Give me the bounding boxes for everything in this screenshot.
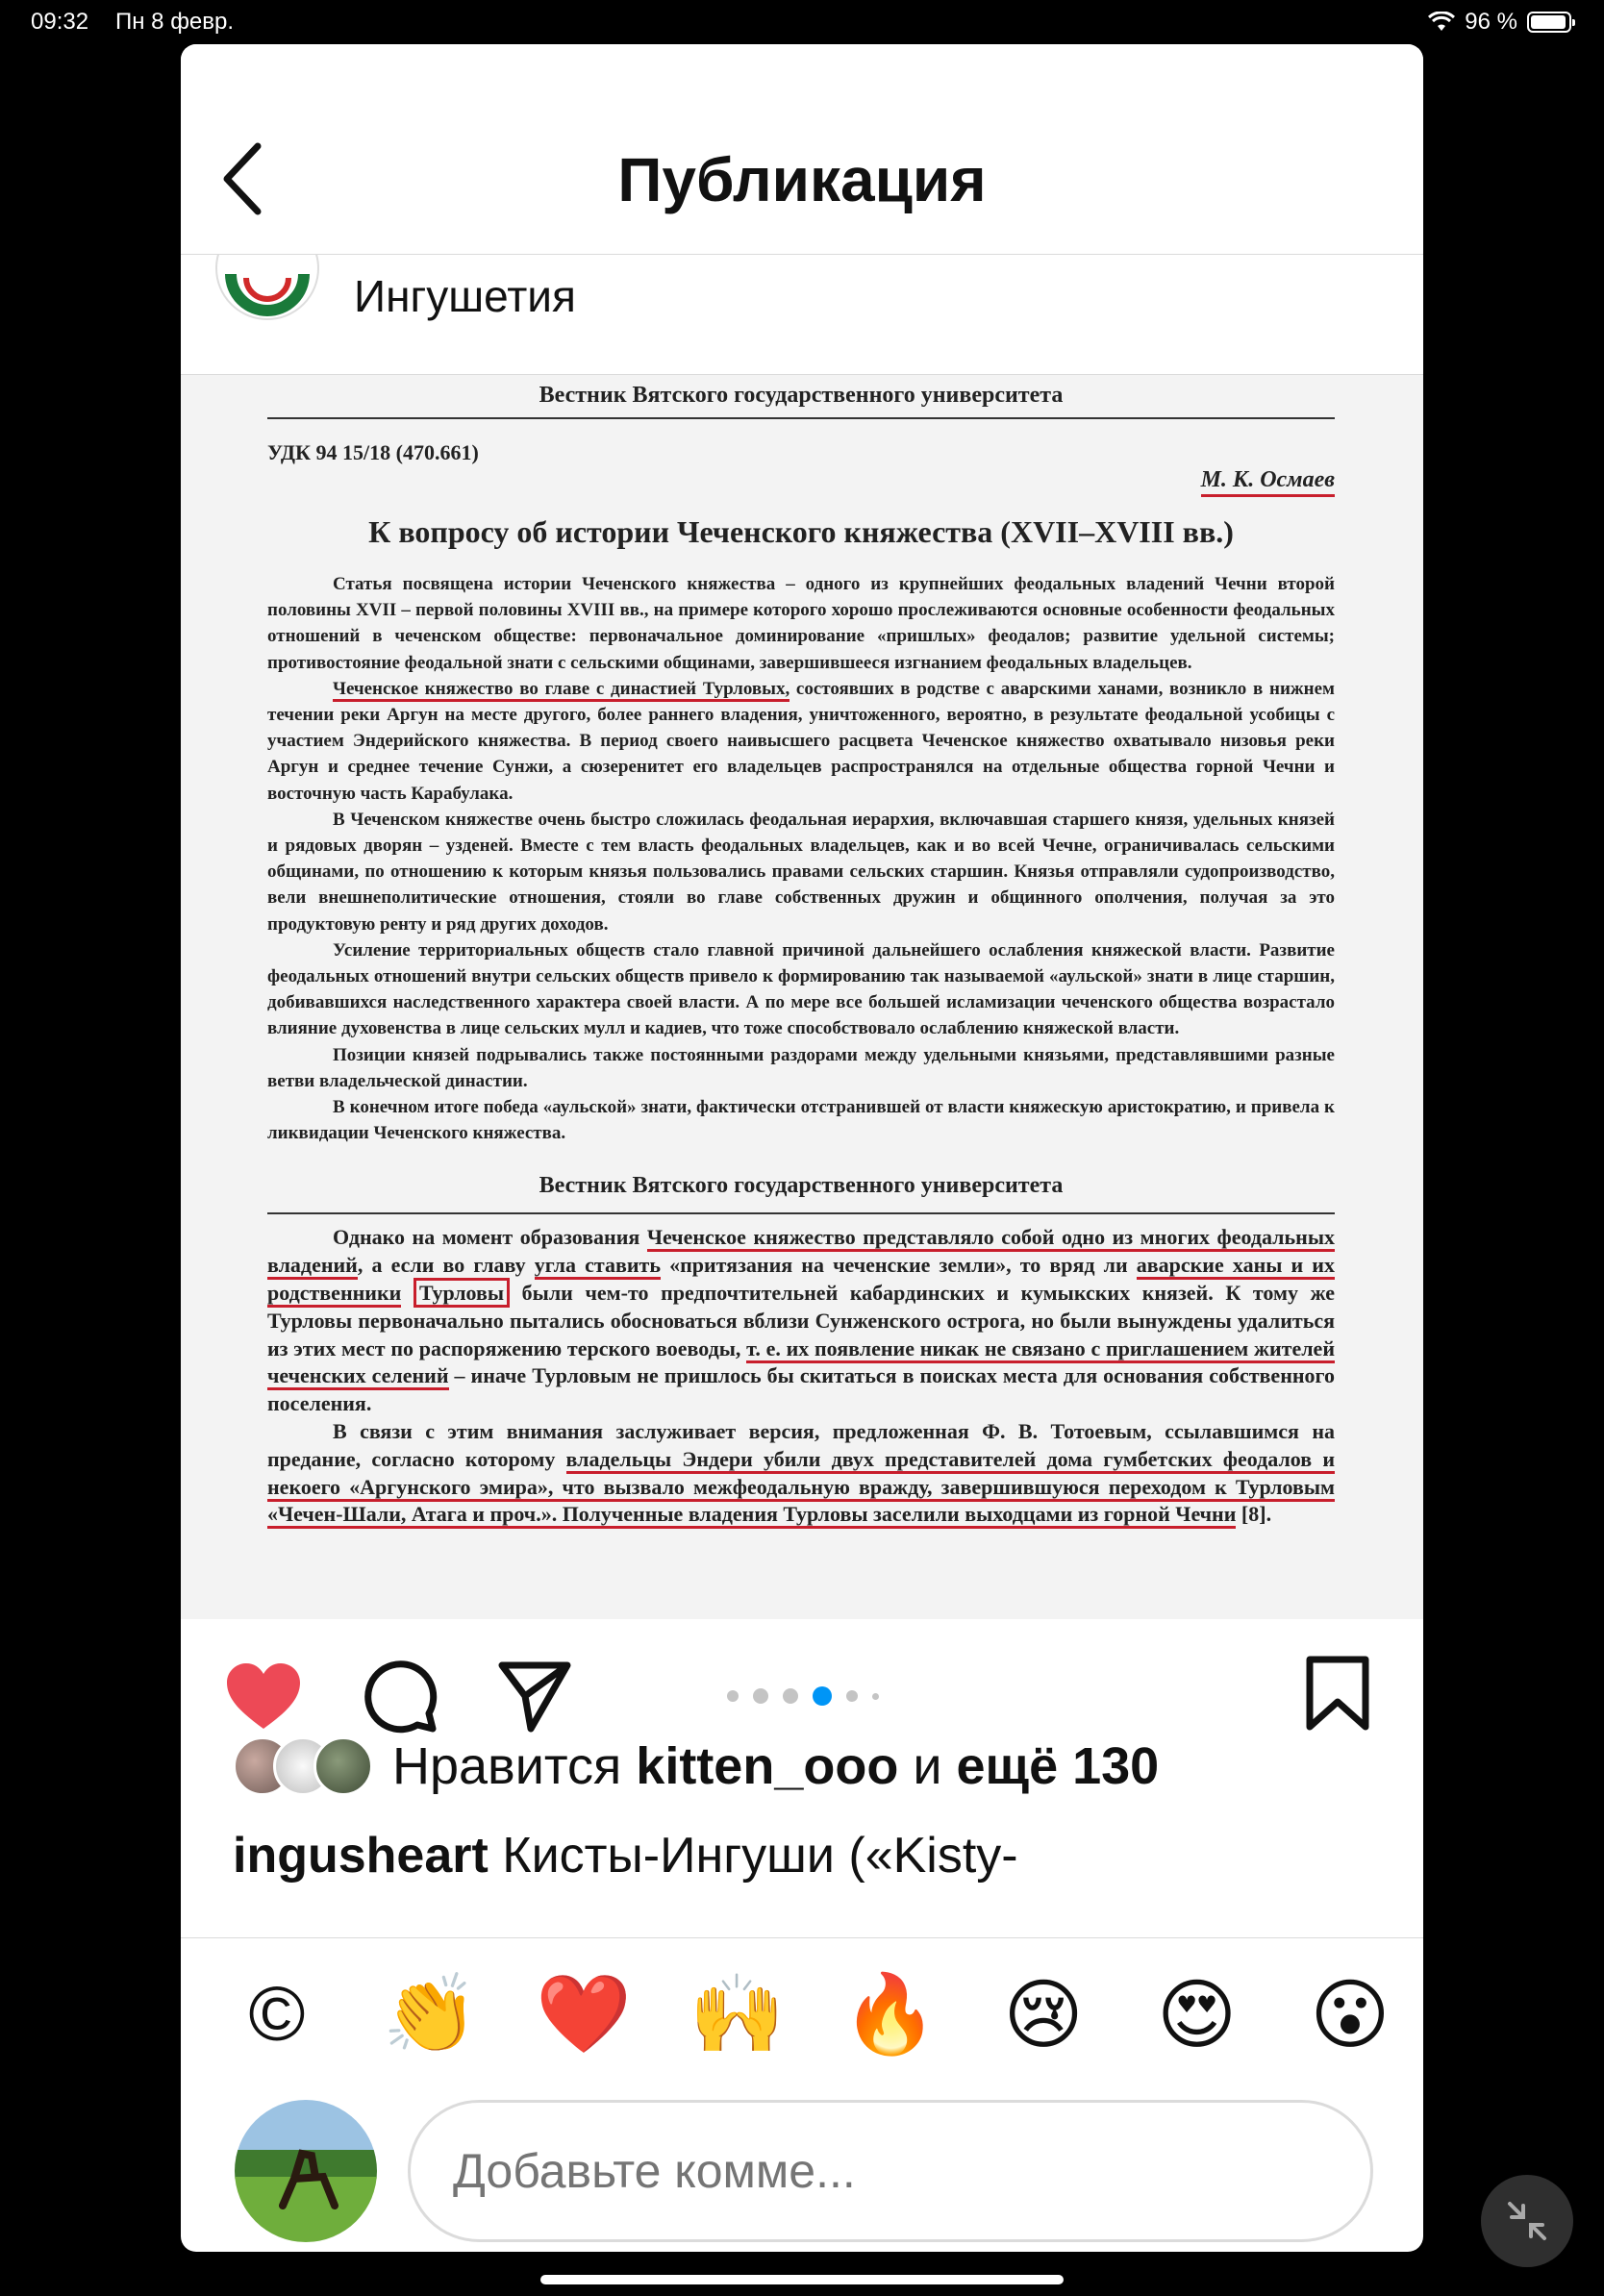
abstract-paragraph: Чеченское княжество во главе с династией Турловых, состоявших в родстве с аварскими ханами, возникло в нижнем течении реки Аргун на месте другого, более раннего владения, уничтоженного, вероятно, в результате феодальной усобицы с участием Эндерийского княжества. В период своего наивысшего расцвета Чеченское княжество охватывало низовья реки Аргун и среднее течение Сунжи, а сюзеренитет его владельцев распространялся на отдельные общества горной Чечни и восточную часть Карабулака. [267, 678, 1336, 804]
battery-icon [1527, 12, 1571, 33]
carousel-dot [753, 1688, 768, 1704]
carousel-dot [846, 1690, 858, 1702]
like-button[interactable] [223, 1660, 304, 1737]
abstract-paragraph: Усиление территориальных обществ стало главной причиной дальнейшего ослабления княжеской власти. Развитие феодальных отношений внутри сельских обществ привело к формированию так называемой «аульской» знати в лице старшин, добивавшихся наследственного характера своей власти. А по мере все большей исламизации чеченского общества возрастало влияние духовенства в лице сельских мулл и кадиев, что тоже способствовало ослаблению княжеской власти. [267, 939, 1335, 1039]
speech-bubble-icon [362, 1658, 439, 1734]
likes-prefix: Нравится [392, 1737, 637, 1795]
share-button[interactable] [496, 1658, 573, 1739]
save-button[interactable] [1304, 1656, 1371, 1737]
home-indicator[interactable] [540, 2275, 1064, 2284]
carousel-dot-active [813, 1686, 832, 1706]
carousel-dot [872, 1693, 879, 1700]
heart-filled-icon [223, 1660, 304, 1733]
udk-code: УДК 94 15/18 (470.661) [267, 440, 479, 464]
author-name[interactable]: Ингушетия [354, 271, 576, 321]
reaction-copyright[interactable]: © [248, 1971, 306, 2057]
reaction-heart-eyes[interactable]: 😍 [1156, 1971, 1238, 2058]
exit-fullscreen-button[interactable] [1481, 2175, 1573, 2267]
likes-middle: и [898, 1737, 957, 1795]
post-caption [233, 1827, 1018, 1884]
status-bar [0, 0, 1604, 44]
reaction-heart[interactable]: ❤️ [536, 1971, 632, 2057]
author-avatar[interactable] [215, 255, 319, 320]
body-paragraph: Однако на момент образования Чеченское княжество представляло собой одно из многих феодальных владений, а если во главу угла ставить «притязания на чеченские земли», то вряд ли аварские ханы и их родственники Турловы были чем-то предпочтительней кабардинских и кумыкских князей. К тому же Турловы первоначально пытались обосноваться вблизи Сунженского острога, но были вынуждены удалиться из этих мест по распоряжению терского воеводы, т. е. их появление никак не связано с приглашением жителей чеченских селений – иначе Турловым не пришлось бы скитаться в поисках места для основания собственного поселения. [267, 1225, 1336, 1416]
post-image[interactable] [181, 375, 1423, 1619]
header [181, 44, 1423, 255]
post-sheet [181, 44, 1423, 2252]
paper-plane-icon [496, 1658, 573, 1734]
carousel-dot [783, 1688, 798, 1704]
reaction-crying[interactable]: 😢 [1003, 1971, 1084, 2058]
carousel-indicator [727, 1686, 879, 1706]
horse-rider-photo [235, 2100, 377, 2242]
status-time: 09:32 [31, 9, 89, 35]
caption-text: Кисты-Ингуши («Kisty- [488, 1828, 1018, 1884]
article-scan [267, 375, 1335, 1529]
body-paragraph: В связи с этим внимания заслуживает версия, предложенная Ф. В. Тотоевым, ссылавшимся на предание, согласно которому владельцы Эндери убили двух представителей дома гумбетских феодалов и некоего «Аргунского эмира», что вызвало межфеодальную вражду, завершившуюся переходом к Турловым «Чечен-Шали, Атага и проч.». Полученные владения Турловы заселили выходцами из горной Чечни [8]. [267, 1418, 1335, 1529]
reaction-surprised[interactable]: 😮 [1310, 1971, 1391, 2058]
likes-summary[interactable] [233, 1733, 1159, 1800]
bookmark-icon [1304, 1656, 1371, 1733]
caption-username[interactable]: ingusheart [233, 1828, 489, 1884]
comment-composer [181, 2084, 1423, 2252]
carousel-dot [727, 1690, 739, 1702]
likes-count[interactable]: ещё 130 [956, 1737, 1160, 1795]
reaction-clap[interactable]: 👏 [382, 1971, 479, 2057]
status-indicators [1428, 9, 1571, 36]
reaction-fire[interactable]: 🔥 [841, 1971, 939, 2057]
wifi-icon [1428, 12, 1455, 33]
abstract-paragraph: В конечном итоге победа «аульской» знати, фактически отстранившей от власти княжескую аристократию, и привела к ликвидации Чеченского княжества. [267, 1097, 1335, 1144]
article-title: К вопросу об истории Чеченского княжества (XVII–XVIII вв.) [368, 514, 1234, 549]
status-date: Пн 8 февр. [115, 9, 235, 35]
abstract-paragraph: Позиции князей подрывались также постоянными раздорами между удельными князьями, представлявшими разные ветви владельческой династии. [267, 1044, 1335, 1091]
comment-input[interactable] [408, 2100, 1373, 2242]
page-title: Публикация [617, 145, 987, 214]
liker-username[interactable]: kitten_ooo [636, 1737, 899, 1795]
abstract-paragraph: Статья посвящена истории Чеченского княжества – одного из крупнейших феодальных владений Чечни второй половины XVII – первой половины XVIII вв., на примере которого хорошо прослеживаются основные особенности феодальных отношений в чеченском обществе: первоначальное доминирование «пришлых» феодалов; развитие удельной системы; противостояние феодальной знати с сельскими общинами, завершившееся изгнанием феодальных владельцев. [267, 574, 1335, 673]
journal-header: Вестник Вятского государственного университета [267, 375, 1335, 419]
journal-header-2: Вестник Вятского государственного университета [267, 1173, 1335, 1214]
comment-button[interactable] [362, 1658, 439, 1739]
abstract-paragraph: В Чеченском княжестве очень быстро сложилась феодальная иерархия, включавшая старшего князя, удельных князей и рядовых дворян – узденей. Вместе с тем власть феодальных владельцев, как и во всей Чечне, ограничивалась сельскими общинами, по отношению к которым князья пользовались правами сельских старшин. Князья отправляли судопроизводство, вели внешнеполитические отношения, стояли во главе собственных дружин и общинного ополчения, получая за это продуктовую ренту и ряд других доходов. [267, 809, 1335, 935]
liker-avatar [313, 1736, 373, 1796]
collapse-arrows-icon [1481, 2175, 1573, 2267]
post-author-row [181, 255, 1423, 375]
emblem-logo-icon [217, 255, 317, 318]
article-author: М. К. Осмаев [267, 467, 1335, 493]
battery-percent: 96 % [1465, 9, 1517, 35]
quick-reactions [227, 1938, 1400, 2090]
reaction-raised-hands[interactable]: 🙌 [689, 1971, 786, 2057]
current-user-avatar[interactable] [235, 2100, 377, 2242]
